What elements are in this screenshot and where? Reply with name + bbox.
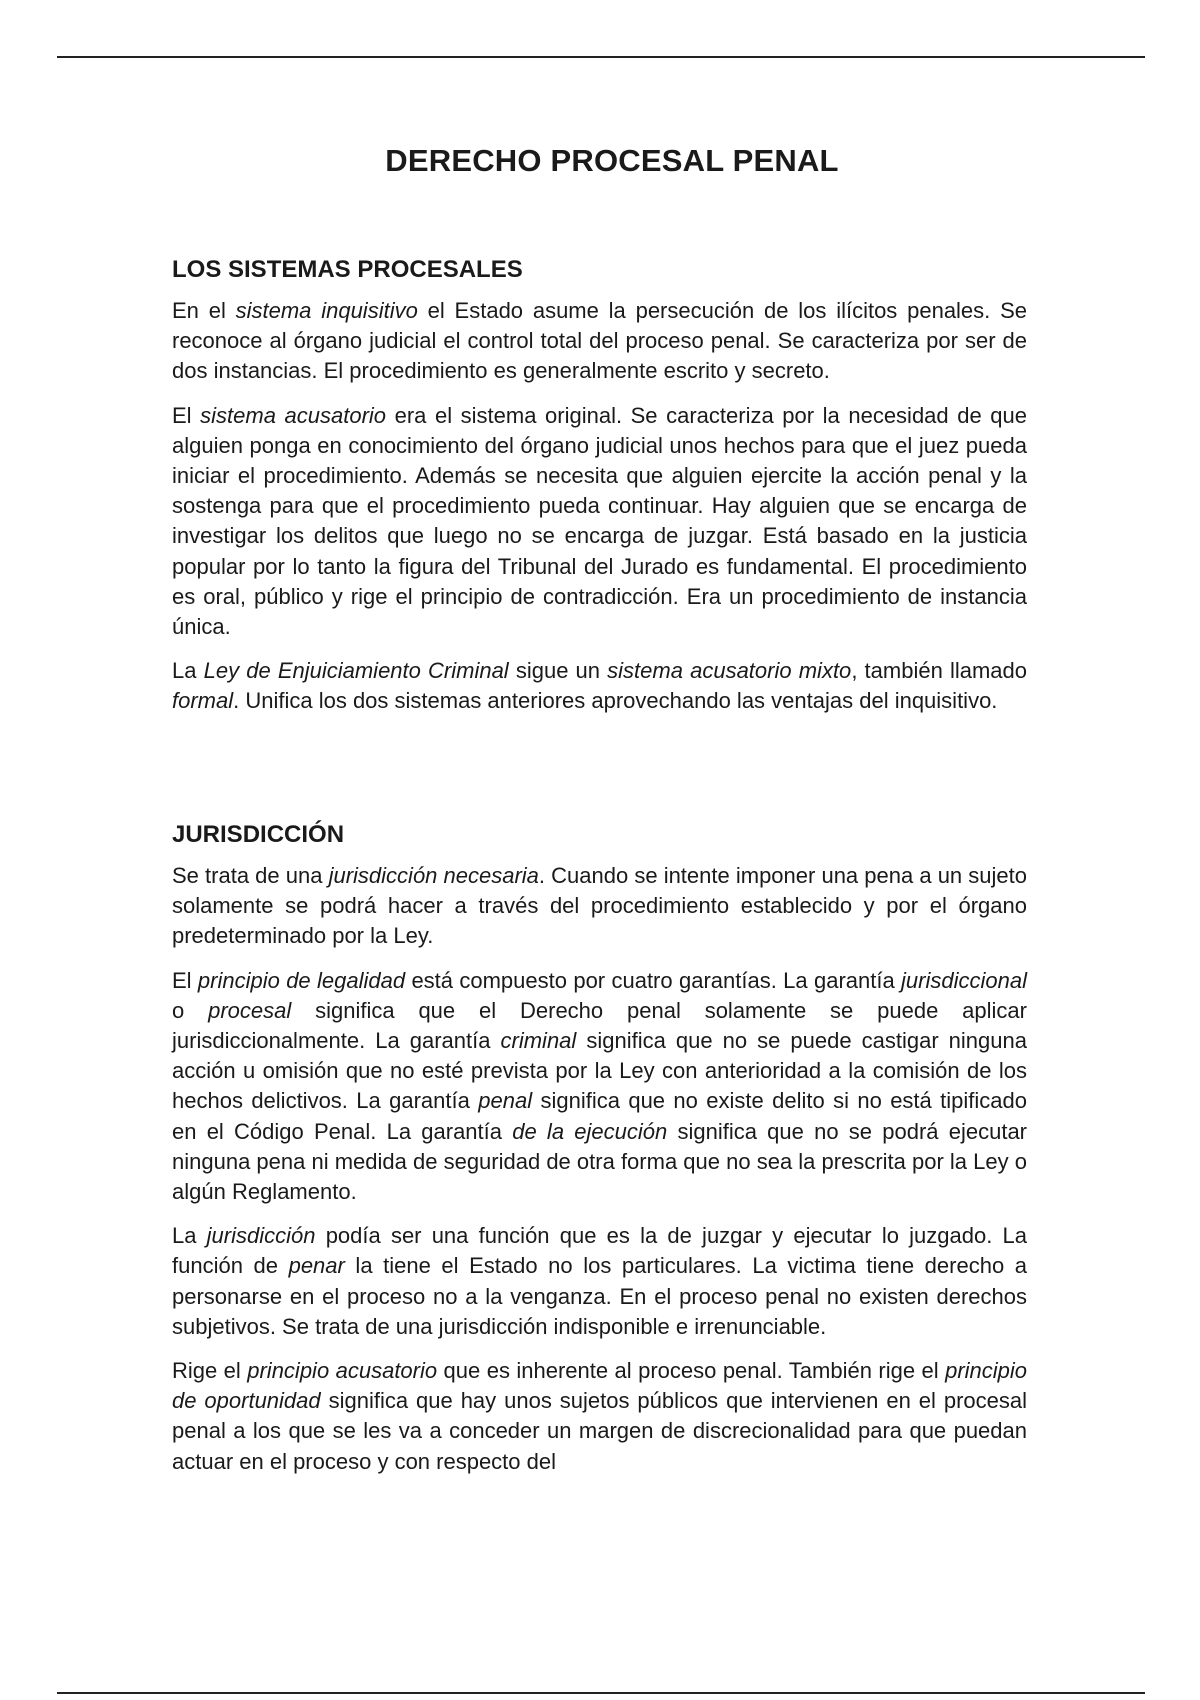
text-run: significa que no existe delito si no está tipificado en el Código Penal. La garantía — [172, 1088, 1027, 1144]
emphasized-term: penar — [288, 1253, 345, 1279]
text-run: podía ser una función que es la de juzgar y ejecutar lo juzgado. La función de — [172, 1223, 1027, 1279]
section-sistemas-procesales — [172, 254, 1027, 731]
header-rule — [57, 56, 1145, 58]
text-run: En el — [172, 298, 236, 323]
text-run: El — [172, 967, 198, 993]
emphasized-term: principio de oportunidad — [172, 1358, 1028, 1414]
emphasized-term: formal — [172, 688, 234, 714]
paragraph — [172, 861, 1027, 952]
section-jurisdiccion — [172, 819, 1027, 1491]
emphasized-term: procesal — [208, 997, 292, 1023]
emphasized-term: sistema acusatorio mixto — [607, 658, 852, 684]
text-run: . Unifica los dos sistemas anteriores aprovechando las ventajas del inquisitivo. — [233, 688, 998, 714]
emphasized-term: criminal — [500, 1028, 577, 1054]
text-run: significa que hay unos sujetos públicos que intervienen en el procesal penal a los que se les va a conceder un margen de discrecionalidad para que puedan actuar en el proceso y con respecto del — [172, 1388, 1027, 1474]
text-run: Rige el — [172, 1358, 248, 1384]
emphasized-term: sistema acusatorio — [200, 402, 387, 428]
section-heading: LOS SISTEMAS PROCESALES — [172, 256, 523, 283]
emphasized-term: de la ejecución — [512, 1118, 668, 1144]
text-run: . Cuando se intente imponer una pena a un sujeto solamente se podrá hacer a través del procedimiento establecido y por el órgano predeterminado por la Ley. — [172, 863, 1027, 949]
paragraph — [172, 1356, 1027, 1477]
text-run: La — [172, 1223, 207, 1249]
text-run: , también llamado — [851, 658, 1027, 684]
text-run: significa que no se puede castigar ninguna acción u omisión que no esté prevista por la Ley con anterioridad a la comisión de los hechos delictivos. La garantía — [172, 1028, 1027, 1114]
text-run: o — [172, 997, 209, 1023]
emphasized-term: jurisdicción necesaria — [328, 863, 539, 888]
emphasized-term: penal — [478, 1088, 533, 1114]
text-run: significa que no se podrá ejecutar ninguna pena ni medida de seguridad de otra forma que no sea la prescrita por la Ley o algún Reglamento. — [172, 1118, 1027, 1205]
text-run: sigue un — [508, 658, 608, 684]
paragraph — [172, 656, 1027, 716]
text-run: La — [172, 658, 204, 684]
text-run: El — [172, 402, 201, 428]
text-run: está compuesto por cuatro garantías. La garantía — [405, 967, 902, 993]
emphasized-term: jurisdiccional — [901, 967, 1027, 993]
emphasized-term: jurisdicción — [206, 1223, 316, 1249]
text-run: el Estado asume la persecución de los ilícitos penales. Se reconoce al órgano judicial el control total del proceso penal. Se caracteriza por ser de dos instancias. El procedimiento es generalmente escrito y secreto. — [172, 298, 1027, 384]
emphasized-term: sistema inquisitivo — [235, 298, 418, 323]
emphasized-term: principio de legalidad — [197, 967, 406, 993]
section-heading: JURISDICCIÓN — [172, 821, 345, 848]
paragraph — [172, 1221, 1027, 1342]
text-run: significa que el Derecho penal solamente se puede aplicar jurisdiccionalmente. La garantía — [172, 997, 1027, 1054]
emphasized-term: Ley de Enjuiciamiento Criminal — [203, 658, 509, 684]
page-title: DERECHO PROCESAL PENAL — [385, 143, 839, 178]
text-run: era el sistema original. Se caracteriza por la necesidad de que alguien ponga en conocimiento del órgano judicial unos hechos para que el juez pueda iniciar el procedimiento. Además se necesita que alguien ejercite la acción penal y la sostenga para que el procedimiento pueda continuar. Hay alguien que se encarga de investigar los delitos que luego no se encarga de juzgar. Está basado en la justicia popular por lo tanto la figura del Tribunal del Jurado es fundamental. El procedimiento es oral, público y rige el principio de contradicción. Era un procedimiento de instancia única. — [172, 402, 1027, 640]
paragraph — [172, 401, 1027, 643]
paragraph — [172, 966, 1027, 1208]
paragraph — [172, 296, 1027, 387]
emphasized-term: principio acusatorio — [247, 1358, 438, 1384]
text-run: que es inherente al proceso penal. También rige el — [437, 1358, 946, 1384]
text-run: la tiene el Estado no los particulares. La victima tiene derecho a personarse en el proceso no a la venganza. En el proceso penal no existen derechos subjetivos. Se trata de una jurisdicción indisponible e irrenunciable. — [172, 1253, 1027, 1339]
footer-rule — [57, 1692, 1145, 1694]
text-run: Se trata de una — [172, 863, 329, 888]
